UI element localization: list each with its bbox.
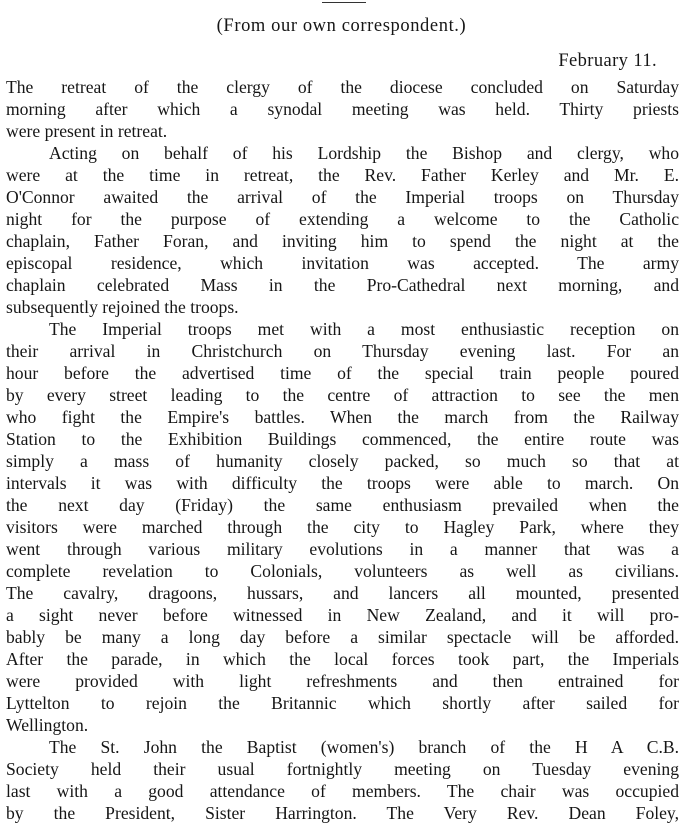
text-line: by the President, Sister Harrington. The Very Rev. Dean Foley,	[6, 803, 679, 823]
header-rule	[322, 2, 366, 3]
text-line: last with a good attendance of members. The chair was occupied	[6, 781, 679, 801]
text-line: were provided with light refreshments and then entrained for	[6, 671, 679, 691]
text-line: Wellington.	[6, 715, 89, 735]
text-line: The cavalry, dragoons, hussars, and lancers all mounted, presented	[6, 583, 679, 603]
text-line: the next day (Friday) the same enthusiasm prevailed when the	[6, 495, 679, 515]
text-line: After the parade, in which the local forces took part, the Imperials	[6, 649, 679, 669]
byline: (From our own correspondent.)	[216, 16, 467, 36]
text-line: went through various military evolutions in a manner that was a	[6, 539, 679, 559]
text-line: chaplain, Father Foran, and inviting him to spend the night at the	[6, 231, 679, 251]
paragraph-start-line: Acting on behalf of his Lordship the Bishop and clergy, who	[49, 143, 679, 163]
text-line: Society held their usual fortnightly meeting on Tuesday evening	[6, 759, 679, 779]
text-line: morning after which a synodal meeting was held. Thirty priests	[6, 99, 679, 119]
paragraph-start-line: The St. John the Baptist (women's) branch of the H A C.B.	[49, 737, 679, 757]
text-line: were at the time in retreat, the Rev. Father Kerley and Mr. E.	[6, 165, 679, 185]
text-line: subsequently rejoined the troops.	[6, 297, 239, 317]
text-line: were present in retreat.	[6, 121, 168, 141]
text-line: O'Connor awaited the arrival of the Imperial troops on Thursday	[6, 187, 679, 207]
text-line: a sight never before witnessed in New Zealand, and it will pro-	[6, 605, 679, 625]
text-line: intervals it was with difficulty the troops were able to march. On	[6, 473, 679, 493]
text-line: their arrival in Christchurch on Thursday evening last. For an	[6, 341, 679, 361]
text-line: episcopal residence, which invitation was accepted. The army	[6, 253, 679, 273]
text-line: who fight the Empire's battles. When the march from the Railway	[6, 407, 679, 427]
text-line: night for the purpose of extending a welcome to the Catholic	[6, 209, 679, 229]
text-line: by every street leading to the centre of attraction to see the men	[6, 385, 679, 405]
text-line: hour before the advertised time of the special train people poured	[6, 363, 679, 383]
text-line: complete revelation to Colonials, volunteers as well as civilians.	[6, 561, 679, 581]
paragraph-start-line: The Imperial troops met with a most enthusiastic reception on	[49, 319, 679, 339]
text-line: visitors were marched through the city to Hagley Park, where they	[6, 517, 679, 537]
text-line: bably be many a long day before a similar spectacle will be afforded.	[6, 627, 679, 647]
text-line: The retreat of the clergy of the diocese concluded on Saturday	[6, 77, 679, 97]
dateline: February 11.	[558, 51, 657, 71]
text-line: Station to the Exhibition Buildings commenced, the entire route was	[6, 429, 679, 449]
text-line: chaplain celebrated Mass in the Pro-Cathedral next morning, and	[6, 275, 679, 295]
text-line: Lyttelton to rejoin the Britannic which shortly after sailed for	[6, 693, 679, 713]
text-line: simply a mass of humanity closely packed, so much so that at	[6, 451, 679, 471]
